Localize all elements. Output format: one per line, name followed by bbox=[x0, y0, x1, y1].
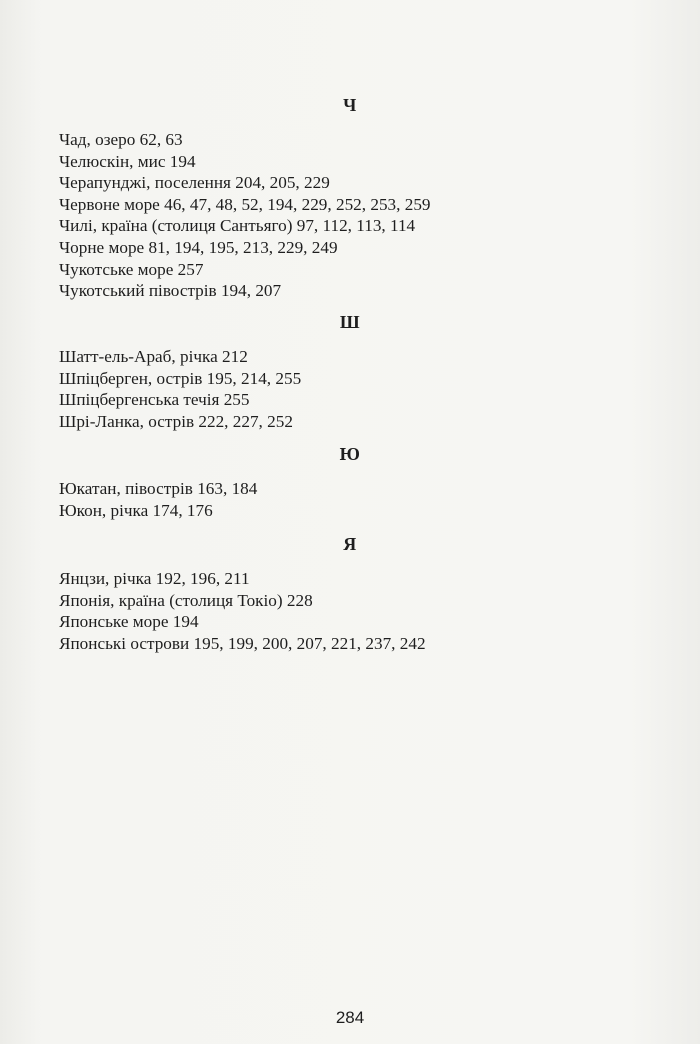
section-letter: Я bbox=[343, 534, 357, 554]
entry-list bbox=[0, 346, 700, 432]
index-entry: Юкон, річка 174, 176 bbox=[59, 500, 213, 520]
entry-list bbox=[0, 478, 700, 521]
index-entry: Японські острови 195, 199, 200, 207, 221, 237, 242 bbox=[59, 633, 426, 653]
entry-list bbox=[0, 129, 700, 302]
entry-list bbox=[0, 568, 700, 654]
index-entry: Юкатан, півострів 163, 184 bbox=[59, 479, 258, 498]
section-letter: Ч bbox=[343, 95, 357, 115]
index-entry: Чорне море 81, 194, 195, 213, 229, 249 bbox=[59, 237, 338, 257]
index-entry: Черапунджі, поселення 204, 205, 229 bbox=[59, 173, 330, 193]
index-entry: Шпіцберген, острів 195, 214, 255 bbox=[59, 368, 302, 388]
index-entry: Червоне море 46, 47, 48, 52, 194, 229, 252, 253, 259 bbox=[59, 194, 431, 214]
page-number: 284 bbox=[335, 1008, 365, 1027]
section-che bbox=[0, 95, 700, 302]
index-entry: Шпіцбергенська течія 255 bbox=[59, 390, 250, 410]
index-entry: Янцзи, річка 192, 196, 211 bbox=[59, 569, 250, 588]
index-entry: Шрі-Ланка, острів 222, 227, 252 bbox=[59, 411, 293, 431]
index-entry: Чукотський півострів 194, 207 bbox=[59, 281, 282, 301]
index-entry: Чад, озеро 62, 63 bbox=[59, 130, 183, 149]
section-letter: Ш bbox=[339, 312, 361, 332]
index-entry: Чилі, країна (столиця Сантьяго) 97, 112, 113, 114 bbox=[59, 216, 416, 236]
section-sha bbox=[0, 312, 700, 432]
index-entry: Японське море 194 bbox=[59, 612, 199, 632]
index-entry: Челюскін, мис 194 bbox=[59, 151, 196, 171]
section-ya bbox=[0, 534, 700, 654]
index-entry: Чукотське море 257 bbox=[59, 259, 204, 279]
section-letter: Ю bbox=[339, 444, 361, 464]
index-entry: Японія, країна (столиця Токіо) 228 bbox=[59, 590, 313, 610]
section-yu bbox=[0, 444, 700, 521]
index-entry: Шатт-ель-Араб, річка 212 bbox=[59, 347, 248, 366]
